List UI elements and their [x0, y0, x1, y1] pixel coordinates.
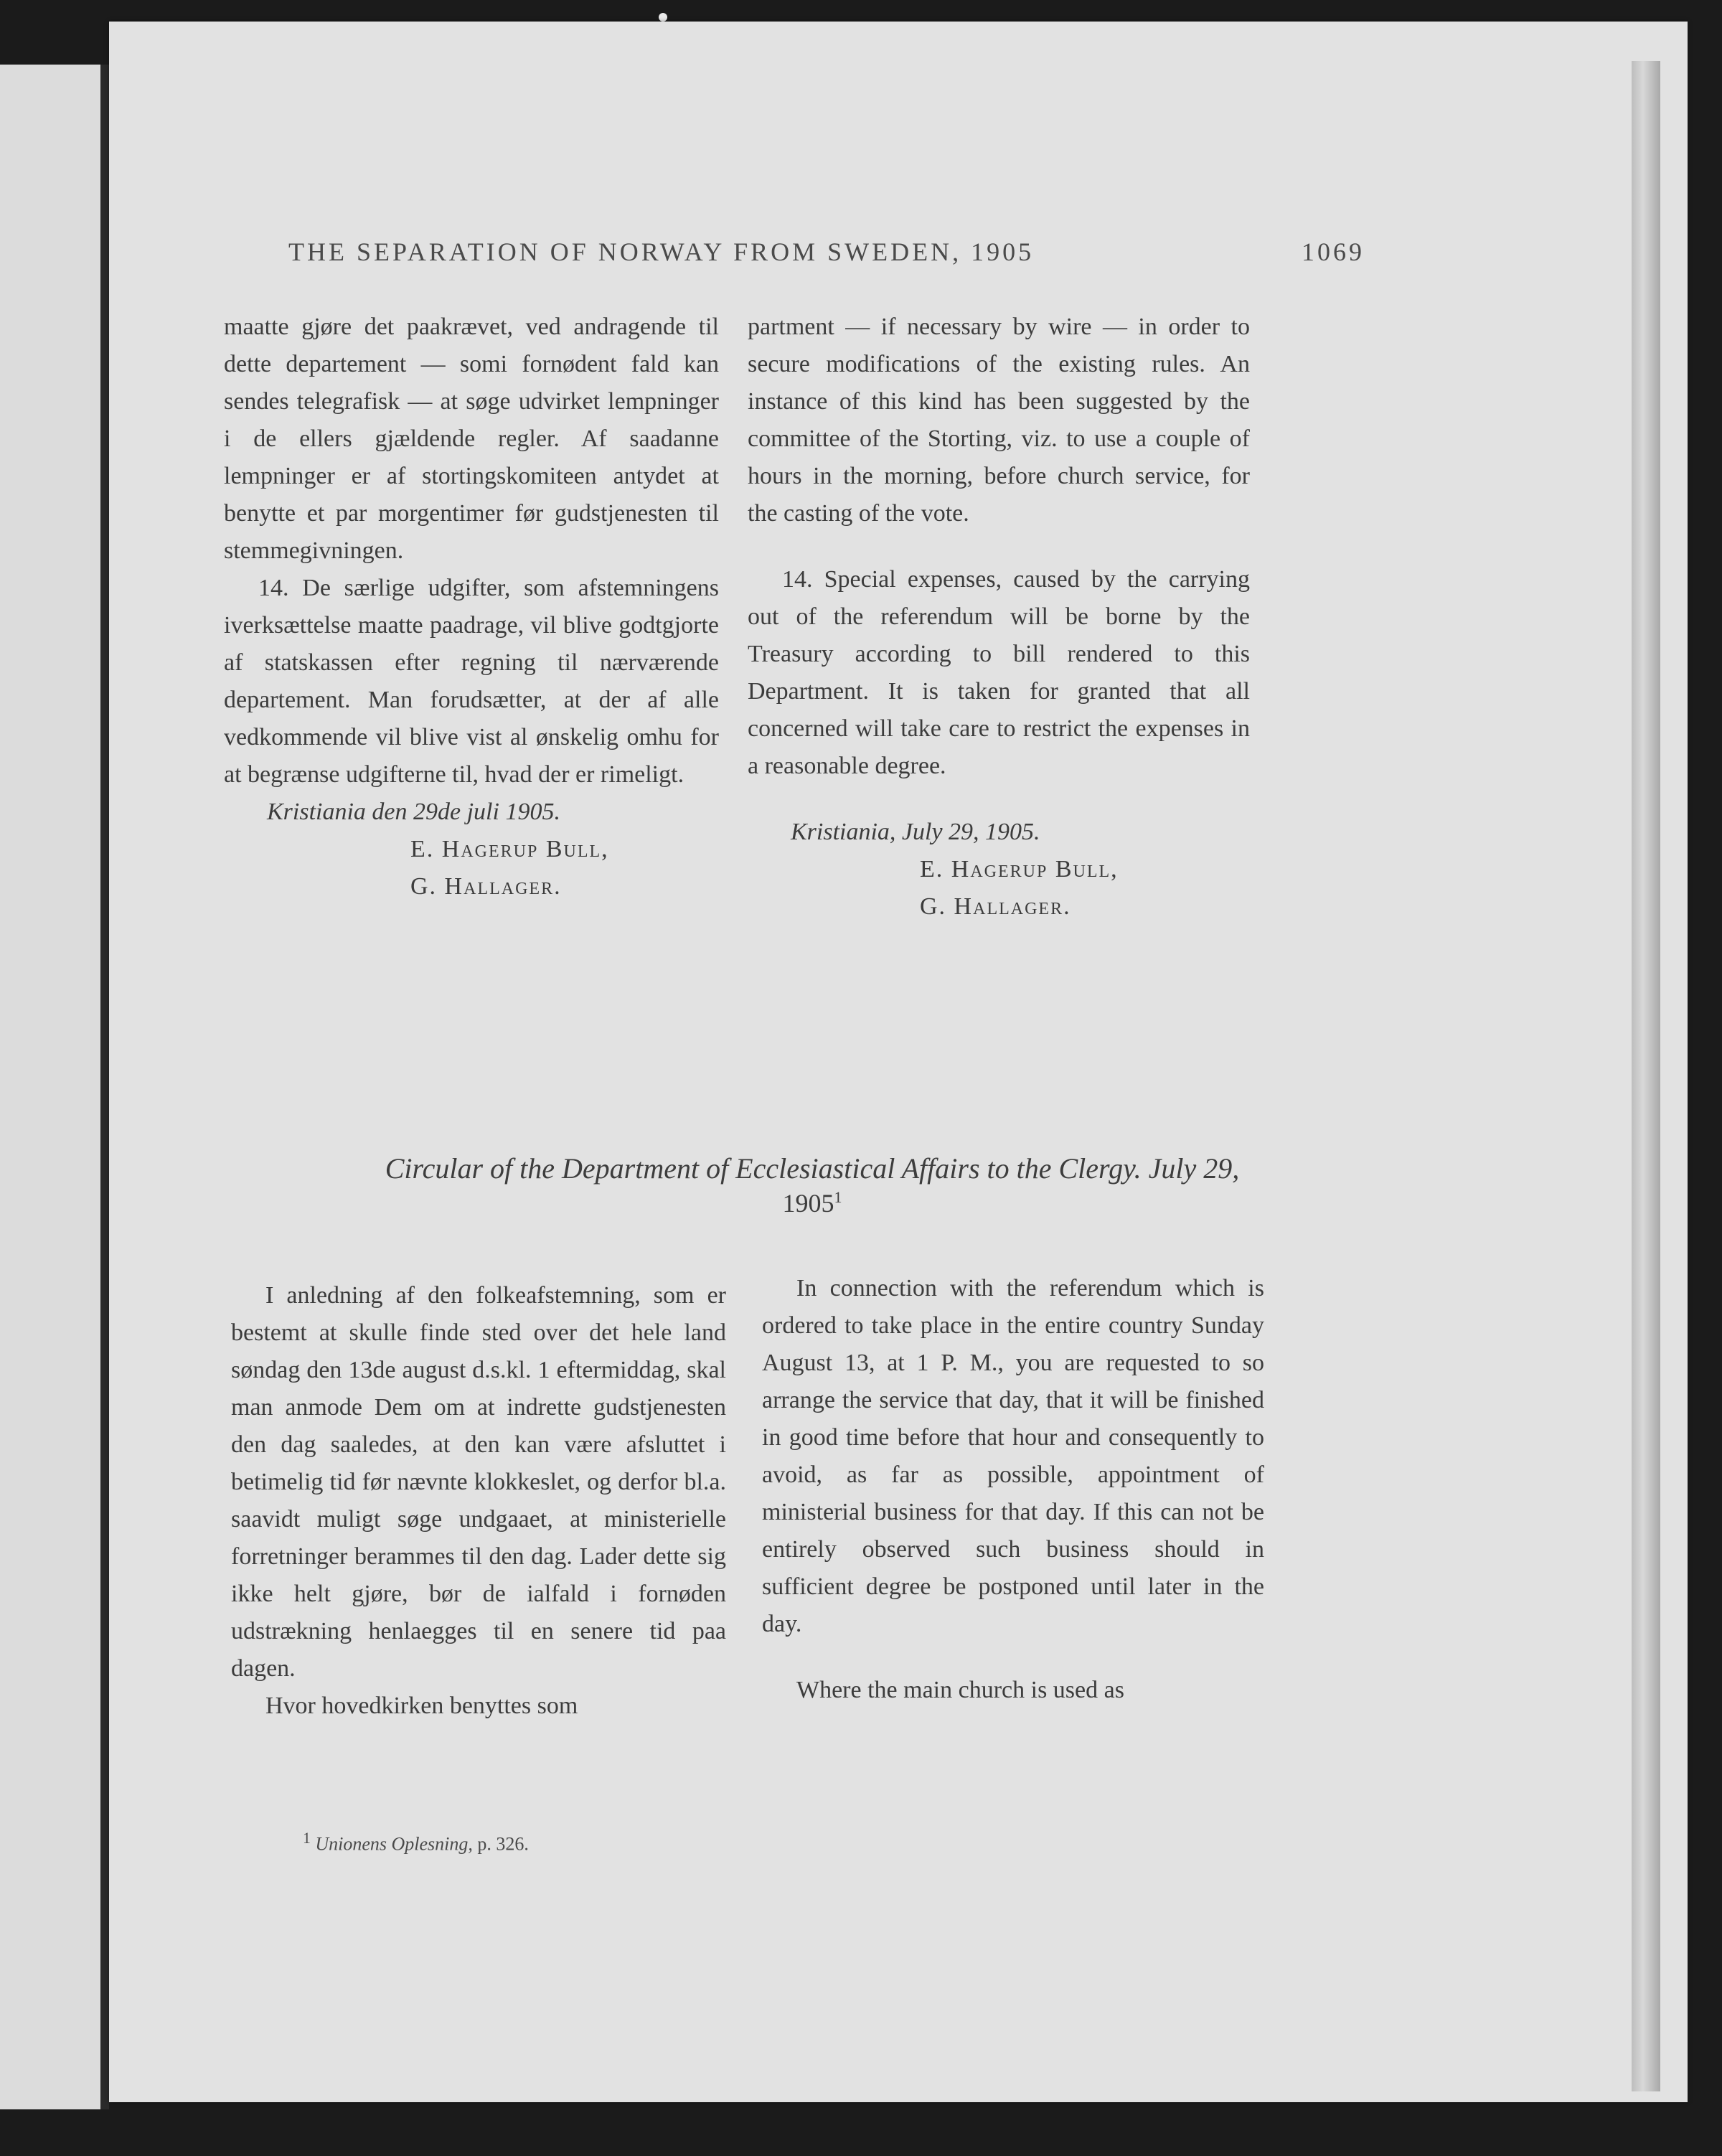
- norwegian-column-bottom: [231, 1277, 726, 1725]
- signatory-bull: E. Hagerup Bull,: [410, 836, 609, 862]
- running-header: [288, 237, 1365, 267]
- norwegian-circular-continuation: Hvor hovedkirken benyttes som: [265, 1693, 578, 1719]
- norwegian-circular-paragraph: I anledning af den folkeafstemning, som er bestemt at skulle finde sted over det hele land søndag den 13de august d.s.kl. 1 eftermiddag, skal man anmode Dem om at indrette gudstjenesten den dag saaledes, at den kan være afsluttet i betimelig tid før nævnte klokkeslet, og derfor bl.a. saavidt muligt søge undgaaet, at ministerielle forretninger berammes til den dag. Lader dette sig ikke helt gjøre, bør de ialfald i fornøden udstrækning henlaegges til en senere tid paa dagen.: [231, 1282, 726, 1682]
- english-circular-paragraph: In connection with the referendum which is ordered to take place in the entire country Sunday August 13, at 1 P. M., you are requested to so arrange the service that day, that it will be finished in good time before that hour and consequently to avoid, as far as possible, appointment of ministerial business for that day. If this can not be entirely observed such business should in sufficient degree be postponed until later in the day.: [762, 1275, 1264, 1637]
- norwegian-paragraph: maatte gjøre det paakrævet, ved andragende til dette departement — somi fornødent fald kan sendes telegrafisk — at søge udvirket lempninger i de ellers gjældende regler. Af saadanne lempninger er af stortingskomiteen antydet at benytte et par morgentimer før gudstjenesten til stemmegivningen.: [224, 314, 719, 564]
- circular-title: Circular of the Department of Ecclesiastical Affairs to the Clergy. July 29,: [385, 1152, 1240, 1185]
- english-paragraph-14: 14. Special expenses, caused by the carrying out of the referendum will be borne by the Treasury according to bill rendered to this Department. It is taken for granted that all concerned will take care to restrict the expenses in a reasonable degree.: [748, 566, 1250, 779]
- footnote-marker: 1: [303, 1830, 311, 1847]
- signatory-hallager: G. Hallager.: [920, 893, 1071, 920]
- norwegian-paragraph-14: 14. De særlige udgifter, som afstemningens iverksættelse maatte paadrage, vil blive godtgjorte af statskassen efter regning til nærværende departement. Man forudsætter, at der af alle vedkommende vil blive vist al ønskelig omhu for at begrænse udgifterne til, hvad der er rimeligt.: [224, 575, 719, 788]
- page-number: 1069: [1302, 237, 1365, 266]
- facing-page-edge: [0, 65, 100, 2109]
- circular-year: 1905$^1$: [782, 1188, 842, 1218]
- signatory-hallager: G. Hallager.: [410, 873, 562, 900]
- book-gutter: [100, 65, 109, 2109]
- running-title: THE SEPARATION OF NORWAY FROM SWEDEN, 1905: [288, 237, 1035, 266]
- footnote: [303, 1830, 529, 1855]
- english-date-line: Kristiania, July 29, 1905.: [791, 819, 1040, 845]
- footnote-source-title: Unionens Oplesning,: [315, 1833, 473, 1855]
- footnote-page-ref: p. 326.: [477, 1833, 529, 1855]
- norwegian-column-top: [224, 309, 719, 905]
- norwegian-date-line: Kristiania den 29de juli 1905.: [267, 799, 560, 825]
- english-column-top: [748, 309, 1250, 926]
- english-column-bottom: [762, 1270, 1264, 1709]
- circular-heading: [238, 1152, 1386, 1218]
- book-page: [109, 22, 1688, 2102]
- english-paragraph: partment — if necessary by wire — in order to secure modifications of the existing rules. An instance of this kind has been suggested by the committee of the Storting, viz. to use a couple of hours in the morning, before church service, for the casting of the vote.: [748, 314, 1250, 527]
- page-stack-edge: [1632, 61, 1660, 2091]
- english-circular-continuation: Where the main church is used as: [796, 1677, 1124, 1703]
- signatory-bull: E. Hagerup Bull,: [920, 856, 1119, 882]
- film-speck: [659, 13, 667, 22]
